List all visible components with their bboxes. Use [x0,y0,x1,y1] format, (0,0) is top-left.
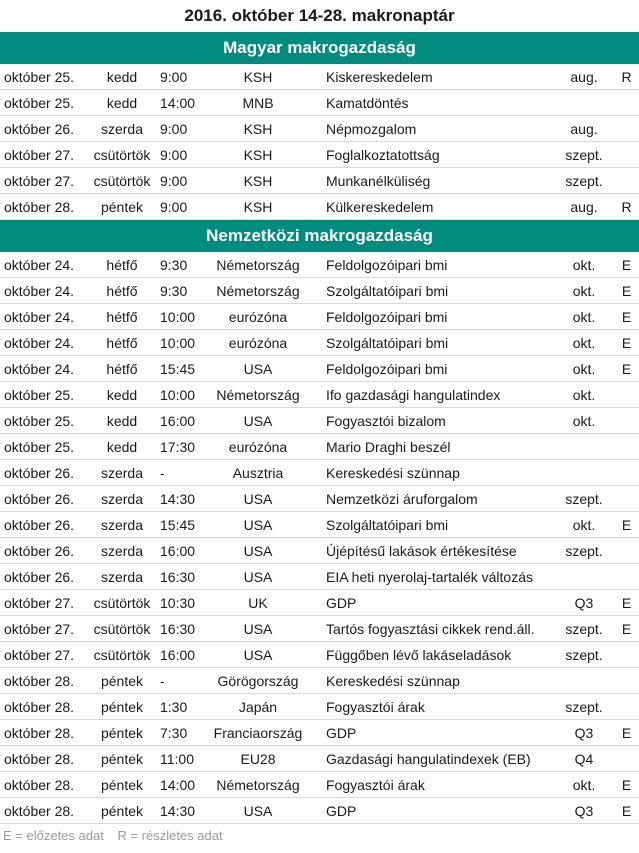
hungarian-calendar-body [0,64,639,220]
event-flag: E [614,330,639,356]
event-indicator: Külkereskedelem [314,194,554,220]
event-source: USA [202,616,314,642]
event-day: kedd [88,434,156,460]
event-time: 9:30 [156,278,202,304]
event-time: 15:45 [156,512,202,538]
hungarian-calendar-table [0,64,639,220]
event-period: Q3 [554,590,614,616]
event-flag: E [614,304,639,330]
table-row [0,142,639,168]
event-date: október 24. [0,304,88,330]
event-source: Németország [202,382,314,408]
event-period: szept. [554,694,614,720]
event-day: szerda [88,460,156,486]
event-day: szerda [88,116,156,142]
event-source: USA [202,538,314,564]
event-flag: E [614,616,639,642]
event-indicator: Szolgáltatóipari bmi [314,330,554,356]
event-day: kedd [88,382,156,408]
event-source: Japán [202,694,314,720]
event-date: október 27. [0,642,88,668]
table-row [0,642,639,668]
event-flag [614,668,639,694]
table-row [0,382,639,408]
event-flag [614,694,639,720]
event-day: péntek [88,668,156,694]
event-date: október 25. [0,434,88,460]
event-period: szept. [554,486,614,512]
event-flag [614,408,639,434]
event-flag: R [614,64,639,90]
event-time: 14:00 [156,772,202,798]
event-source: Németország [202,252,314,278]
event-source: KSH [202,194,314,220]
event-day: kedd [88,90,156,116]
table-row [0,356,639,382]
event-day: hétfő [88,356,156,382]
event-time: 9:30 [156,252,202,278]
event-period: aug. [554,64,614,90]
event-date: október 26. [0,512,88,538]
table-row [0,772,639,798]
event-indicator: Ifo gazdasági hangulatindex [314,382,554,408]
event-time: 9:00 [156,64,202,90]
event-time: 9:00 [156,194,202,220]
table-row [0,720,639,746]
event-time: 16:00 [156,642,202,668]
event-flag [614,746,639,772]
legend-e: E = előzetes adat [3,828,104,843]
event-time: - [156,668,202,694]
event-day: péntek [88,194,156,220]
event-time: 9:00 [156,142,202,168]
event-indicator: Kereskedési szünnap [314,668,554,694]
event-date: október 26. [0,460,88,486]
event-source: USA [202,564,314,590]
event-date: október 27. [0,616,88,642]
table-row [0,434,639,460]
event-indicator: Fogyasztói árak [314,772,554,798]
event-source: KSH [202,168,314,194]
event-time: 16:00 [156,538,202,564]
international-calendar-body [0,252,639,824]
event-day: péntek [88,694,156,720]
event-source: USA [202,642,314,668]
event-flag [614,90,639,116]
event-day: péntek [88,720,156,746]
event-date: október 28. [0,798,88,824]
event-day: csütörtök [88,168,156,194]
event-source: Ausztria [202,460,314,486]
event-indicator: Függőben lévő lakáseladások [314,642,554,668]
event-indicator: Szolgáltatóipari bmi [314,512,554,538]
event-flag [614,564,639,590]
event-day: péntek [88,798,156,824]
table-row [0,590,639,616]
event-source: UK [202,590,314,616]
event-indicator: Foglalkoztatottság [314,142,554,168]
event-indicator: GDP [314,720,554,746]
event-flag [614,142,639,168]
event-indicator: Kereskedési szünnap [314,460,554,486]
event-day: hétfő [88,278,156,304]
event-source: Németország [202,278,314,304]
event-day: csütörtök [88,590,156,616]
event-day: szerda [88,512,156,538]
event-source: KSH [202,64,314,90]
event-source: EU28 [202,746,314,772]
event-flag: E [614,772,639,798]
event-date: október 25. [0,382,88,408]
table-row [0,486,639,512]
table-row [0,512,639,538]
event-period: okt. [554,356,614,382]
event-date: október 27. [0,142,88,168]
event-period [554,90,614,116]
event-flag [614,116,639,142]
event-source: Franciaország [202,720,314,746]
event-indicator: Népmozgalom [314,116,554,142]
event-period: okt. [554,304,614,330]
event-time: 7:30 [156,720,202,746]
event-time: 15:45 [156,356,202,382]
event-indicator: Kiskereskedelem [314,64,554,90]
event-day: kedd [88,64,156,90]
table-row [0,460,639,486]
event-time: 11:00 [156,746,202,772]
event-day: hétfő [88,304,156,330]
event-flag [614,642,639,668]
table-row [0,64,639,90]
event-time: 9:00 [156,168,202,194]
event-date: október 24. [0,330,88,356]
event-day: szerda [88,486,156,512]
section-header-international: Nemzetközi makrogazdaság [0,220,639,252]
event-date: október 25. [0,64,88,90]
event-source: USA [202,356,314,382]
event-time: 16:30 [156,616,202,642]
legend [0,824,639,848]
event-day: hétfő [88,330,156,356]
event-date: október 24. [0,252,88,278]
event-indicator: EIA heti nyerolaj-tartalék változás [314,564,554,590]
event-date: október 26. [0,486,88,512]
table-row [0,90,639,116]
event-indicator: Kamatdöntés [314,90,554,116]
event-time: 10:00 [156,330,202,356]
event-indicator: Munkanélküliség [314,168,554,194]
event-indicator: Újépítésű lakások értékesítése [314,538,554,564]
event-day: csütörtök [88,616,156,642]
event-indicator: Mario Draghi beszél [314,434,554,460]
event-period: okt. [554,512,614,538]
event-period: szept. [554,538,614,564]
event-flag: E [614,356,639,382]
event-source: MNB [202,90,314,116]
table-row [0,616,639,642]
event-time: 14:30 [156,486,202,512]
event-flag [614,486,639,512]
page-title: 2016. október 14-28. makronaptár [184,6,455,25]
event-date: október 28. [0,720,88,746]
table-row [0,668,639,694]
event-date: október 25. [0,408,88,434]
event-period: aug. [554,194,614,220]
event-period: okt. [554,408,614,434]
event-time: 9:00 [156,116,202,142]
event-time: 14:30 [156,798,202,824]
event-period: Q3 [554,720,614,746]
event-source: USA [202,486,314,512]
event-period [554,460,614,486]
event-flag [614,538,639,564]
table-row [0,564,639,590]
event-period: szept. [554,168,614,194]
event-period: szept. [554,642,614,668]
event-indicator: Tartós fogyasztási cikkek rend.áll. [314,616,554,642]
event-flag: E [614,590,639,616]
event-source: eurózóna [202,434,314,460]
event-date: október 28. [0,772,88,798]
table-row [0,408,639,434]
event-date: október 24. [0,278,88,304]
event-flag [614,434,639,460]
table-row [0,330,639,356]
event-flag: E [614,512,639,538]
event-source: USA [202,512,314,538]
event-flag: E [614,278,639,304]
event-indicator: Feldolgozóipari bmi [314,252,554,278]
event-indicator: GDP [314,590,554,616]
event-time: - [156,460,202,486]
event-period: szept. [554,616,614,642]
event-date: október 26. [0,116,88,142]
event-source: Görögország [202,668,314,694]
event-source: KSH [202,142,314,168]
table-row [0,304,639,330]
event-date: október 27. [0,590,88,616]
event-period: okt. [554,252,614,278]
event-period: okt. [554,278,614,304]
event-flag [614,460,639,486]
event-period: okt. [554,382,614,408]
event-date: október 28. [0,668,88,694]
table-row [0,252,639,278]
event-flag: E [614,798,639,824]
event-day: péntek [88,772,156,798]
event-period: szept. [554,142,614,168]
table-row [0,278,639,304]
event-time: 16:00 [156,408,202,434]
event-date: október 26. [0,538,88,564]
event-indicator: Feldolgozóipari bmi [314,356,554,382]
event-time: 14:00 [156,90,202,116]
event-day: péntek [88,746,156,772]
event-source: eurózóna [202,304,314,330]
event-day: kedd [88,408,156,434]
event-flag: R [614,194,639,220]
event-date: október 28. [0,694,88,720]
event-time: 1:30 [156,694,202,720]
event-period: okt. [554,772,614,798]
event-day: szerda [88,564,156,590]
event-time: 10:30 [156,590,202,616]
event-day: hétfő [88,252,156,278]
event-date: október 28. [0,194,88,220]
international-calendar-table [0,252,639,824]
event-source: USA [202,798,314,824]
event-period [554,434,614,460]
event-indicator: Fogyasztói bizalom [314,408,554,434]
event-date: október 28. [0,746,88,772]
table-row [0,798,639,824]
table-row [0,194,639,220]
event-period [554,564,614,590]
event-indicator: Szolgáltatóipari bmi [314,278,554,304]
event-date: október 27. [0,168,88,194]
event-day: szerda [88,538,156,564]
event-time: 16:30 [156,564,202,590]
event-flag: E [614,252,639,278]
event-period: okt. [554,330,614,356]
event-indicator: GDP [314,798,554,824]
event-source: KSH [202,116,314,142]
event-date: október 24. [0,356,88,382]
table-row [0,116,639,142]
event-date: október 26. [0,564,88,590]
event-period: aug. [554,116,614,142]
event-indicator: Gazdasági hangulatindexek (EB) [314,746,554,772]
event-indicator: Fogyasztói árak [314,694,554,720]
event-indicator: Nemzetközi áruforgalom [314,486,554,512]
event-flag [614,168,639,194]
event-source: USA [202,408,314,434]
table-row [0,538,639,564]
legend-r: R = részletes adat [117,828,223,843]
event-time: 10:00 [156,304,202,330]
event-flag [614,382,639,408]
event-day: csütörtök [88,142,156,168]
event-time: 10:00 [156,382,202,408]
event-period: Q3 [554,798,614,824]
event-flag: E [614,720,639,746]
event-period [554,668,614,694]
table-row [0,168,639,194]
event-indicator: Feldolgozóipari bmi [314,304,554,330]
event-source: Németország [202,772,314,798]
event-day: csütörtök [88,642,156,668]
section-header-hungarian: Magyar makrogazdaság [0,32,639,64]
event-time: 17:30 [156,434,202,460]
event-source: eurózóna [202,330,314,356]
event-date: október 25. [0,90,88,116]
event-period: Q4 [554,746,614,772]
table-row [0,694,639,720]
table-row [0,746,639,772]
